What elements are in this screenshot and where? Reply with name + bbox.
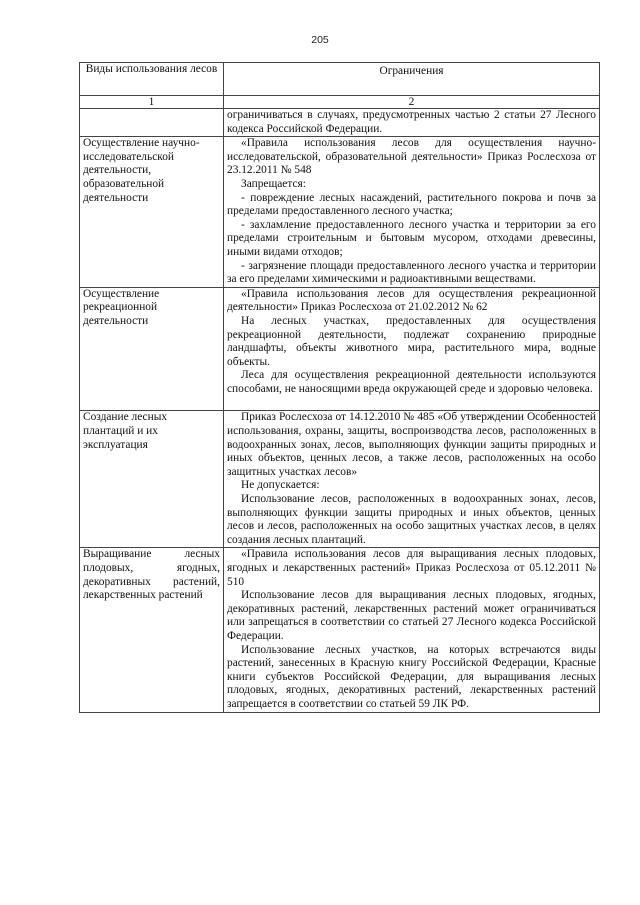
restrictions-table [79, 62, 600, 713]
column-number-1: 1 [80, 96, 224, 109]
paragraph: - захламление предоставленного лесного участка и территории за его пределами строительным и бытовым мусором, отходами древесины, иными видами отходов; [227, 218, 596, 258]
continuation-paragraph: ограничиваться в случаях, предусмотренных частью 2 статьи 27 Лесного кодекса Российской Федерации. [227, 109, 596, 135]
header-forest-use-types: Виды использования лесов [80, 63, 224, 96]
row-type: Осуществление научно-исследовательской деятельности, образовательной деятельности [80, 137, 224, 288]
paragraph: «Правила использования лесов для осуществления рекреационной деятельности» Приказ Рослесхоза от 21.02.2012 № 62 [227, 287, 596, 314]
paragraph: На лесных участках, предоставленных для осуществления рекреационной деятельности, подлежат сохранению природные ландшафты, объекты животного мира, растительного мира, водные объекты. [227, 314, 596, 368]
column-number-row [80, 96, 600, 109]
paragraph: - загрязнение площади предоставленного лесного участка и территории за его пределами химическими и радиоактивными веществами. [227, 259, 596, 286]
row-restrictions [224, 109, 600, 137]
row-type: Создание лесных плантаций и их эксплуатация [80, 411, 224, 548]
row-restrictions [224, 287, 600, 411]
table-row-research [80, 137, 600, 288]
paragraph: Не допускается: [241, 479, 320, 492]
paragraph: Использование лесных участков, на которых встречаются виды растений, занесенных в Красную книгу Российской Федерации, Красные книги субъектов Российской Федерации, для выращивания лесных плодовых, ягодных, декоративных растений, лекарственных растений запрещается в соответствии со статьей 59 ЛК РФ. [227, 643, 596, 710]
header-restrictions: Ограничения [224, 63, 600, 96]
table-row-plantations [80, 411, 600, 548]
paragraph: «Правила использования лесов для осуществления научно-исследовательской, образовательной деятельности» Приказ Рослесхоза от 23.12.2011 № 548 [227, 137, 596, 177]
table-row-cultivation [80, 548, 600, 712]
column-number-2: 2 [224, 96, 600, 109]
row-restrictions [224, 548, 600, 712]
paragraph: Использование лесов для выращивания лесных плодовых, ягодных, декоративных растений, лекарственных растений может ограничиваться или запрещаться в соответствии со статьей 27 Лесного кодекса Российской Федерации. [227, 589, 596, 642]
row-restrictions [224, 137, 600, 288]
paragraph: Приказ Рослесхоза от 14.12.2010 № 485 «Об утверждении Особенностей использования, охраны, защиты, воспроизводства лесов, расположенных в водоохранных зонах, лесов, выполняющих функции защиты природных и иных объектов, ценных лесов, а также лесов, расположенных на особо защитных участках лесов» [227, 411, 596, 478]
row-type-empty [80, 109, 224, 137]
table-header-row [80, 63, 600, 96]
paragraph: «Правила использования лесов для выращивания лесных плодовых, ягодных и лекарственных растений» Приказ Рослесхоза от 05.12.2011 № 510 [227, 548, 596, 588]
table-row-continuation [80, 109, 600, 137]
row-type: Выращивание лесных плодовых, ягодных, декоративных растений, лекарственных растений [80, 548, 224, 712]
paragraph: - повреждение лесных насаждений, растительного покрова и почв за пределами предоставленного лесного участка; [227, 191, 596, 218]
row-type: Осуществление рекреационной деятельности [80, 287, 224, 411]
page-number: 205 [311, 34, 329, 46]
row-restrictions [224, 411, 600, 548]
paragraph: Леса для осуществления рекреационной деятельности используются способами, не наносящими вреда окружающей среде и здоровью человека. [227, 369, 596, 395]
paragraph: Запрещается: [241, 177, 306, 190]
table-row-recreation [80, 287, 600, 411]
paragraph: Использование лесов, расположенных в водоохранных зонах, лесов, выполняющих функции защиты природных и иных объектов, ценных лесов и лесов, расположенных на особо защитных участках лесов, в целях создания лесных плантаций. [227, 493, 596, 546]
